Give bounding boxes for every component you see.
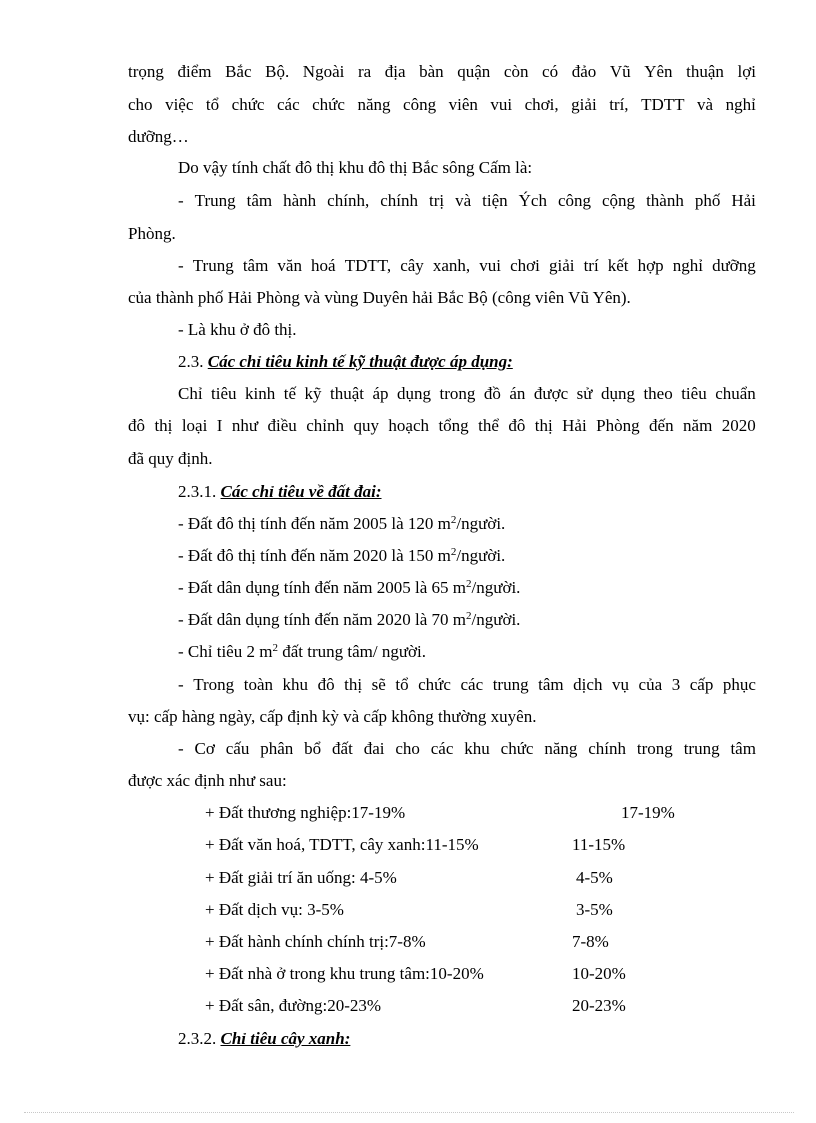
- section-heading-2-3: [178, 352, 513, 372]
- section-number: 2.3.: [178, 352, 208, 371]
- allocation-label: + Đất văn hoá, TDTT, cây xanh:11-15%: [205, 835, 479, 854]
- allocation-label: + Đất sân, đường:20-23%: [205, 996, 382, 1015]
- paragraph-line: của thành phố Hải Phòng và vùng Duyên hải Bắc Bộ (công viên Vũ Yên).: [128, 288, 631, 307]
- bullet-line: - Trong toàn khu đô thị sẽ tổ chức các trung tâm dịch vụ của 3 cấp phục: [178, 675, 756, 694]
- land-item: - Chỉ tiêu 2 $m^2$ đất trung tâm/ người.: [178, 642, 426, 661]
- allocation-label: + Đất nhà ở trong khu trung tâm:10-20%: [205, 964, 484, 983]
- allocation-label: + Đất dịch vụ: 3-5%: [205, 900, 344, 919]
- paragraph-line: dưỡng…: [128, 127, 189, 146]
- bullet-line: - Trung tâm hành chính, chính trị và tiện Ých công cộng thành phố Hải: [178, 191, 756, 210]
- allocation-value: 10-20%: [572, 964, 626, 983]
- paragraph-line: Chỉ tiêu kinh tế kỹ thuật áp dụng trong đồ án được sử dụng theo tiêu chuẩn: [178, 384, 756, 403]
- allocation-label: + Đất hành chính chính trị:7-8%: [205, 932, 426, 951]
- allocation-value: 3-5%: [576, 900, 613, 919]
- allocation-label: + Đất thương nghiệp:17-19%: [205, 803, 406, 822]
- section-title: Chỉ tiêu cây xanh:: [220, 1029, 351, 1048]
- section-title: Các chỉ tiêu kinh tế kỹ thuật được áp dụng:: [207, 352, 513, 371]
- allocation-label: + Đất giải trí ăn uống: 4-5%: [205, 868, 397, 887]
- paragraph-line: trọng điểm Bắc Bộ. Ngoài ra địa bàn quận còn có đảo Vũ Yên thuận lợi: [128, 62, 756, 81]
- land-item: - Đất đô thị tính đến năm 2005 là 120 $m^2$/người.: [178, 514, 506, 533]
- section-number: 2.3.1.: [178, 482, 221, 501]
- allocation-value: 4-5%: [576, 868, 613, 887]
- land-item: - Đất dân dụng tính đến năm 2005 là 65 $m^2$/người.: [178, 578, 521, 597]
- paragraph-line: đã quy định.: [128, 449, 213, 468]
- bullet-line: - Trung tâm văn hoá TDTT, cây xanh, vui chơi giải trí kết hợp nghỉ dưỡng: [178, 256, 756, 275]
- section-heading-2-3-2: [178, 1029, 350, 1049]
- paragraph-line: cho việc tổ chức các chức năng công viên vui chơi, giải trí, TDTT và nghỉ: [128, 95, 756, 114]
- section-heading-2-3-1: [178, 482, 382, 502]
- allocation-value: 11-15%: [572, 835, 626, 854]
- allocation-value: 20-23%: [572, 996, 626, 1015]
- paragraph-line: vụ: cấp hàng ngày, cấp định kỳ và cấp không thường xuyên.: [128, 707, 537, 726]
- land-item: - Đất dân dụng tính đến năm 2020 là 70 $m^2$/người.: [178, 610, 521, 629]
- page-bottom-divider: [24, 1112, 794, 1113]
- allocation-value: 7-8%: [572, 932, 609, 951]
- section-number: 2.3.2.: [178, 1029, 221, 1048]
- paragraph-line: đô thị loại I như điều chỉnh quy hoạch tổng thể đô thị Hải Phòng đến năm 2020: [128, 416, 756, 435]
- bullet-line: - Là khu ở đô thị.: [178, 320, 297, 339]
- bullet-line: - Cơ cấu phân bổ đất đai cho các khu chức năng chính trong trung tâm: [178, 739, 756, 758]
- paragraph-line: Phòng.: [128, 224, 176, 243]
- paragraph-line: được xác định như sau:: [128, 771, 287, 790]
- paragraph-line: Do vậy tính chất đô thị khu đô thị Bắc sông Cấm là:: [178, 158, 533, 177]
- allocation-value: 17-19%: [621, 803, 675, 822]
- land-item: - Đất đô thị tính đến năm 2020 là 150 $m^2$/người.: [178, 546, 506, 565]
- section-title: Các chỉ tiêu về đất đai:: [220, 482, 382, 501]
